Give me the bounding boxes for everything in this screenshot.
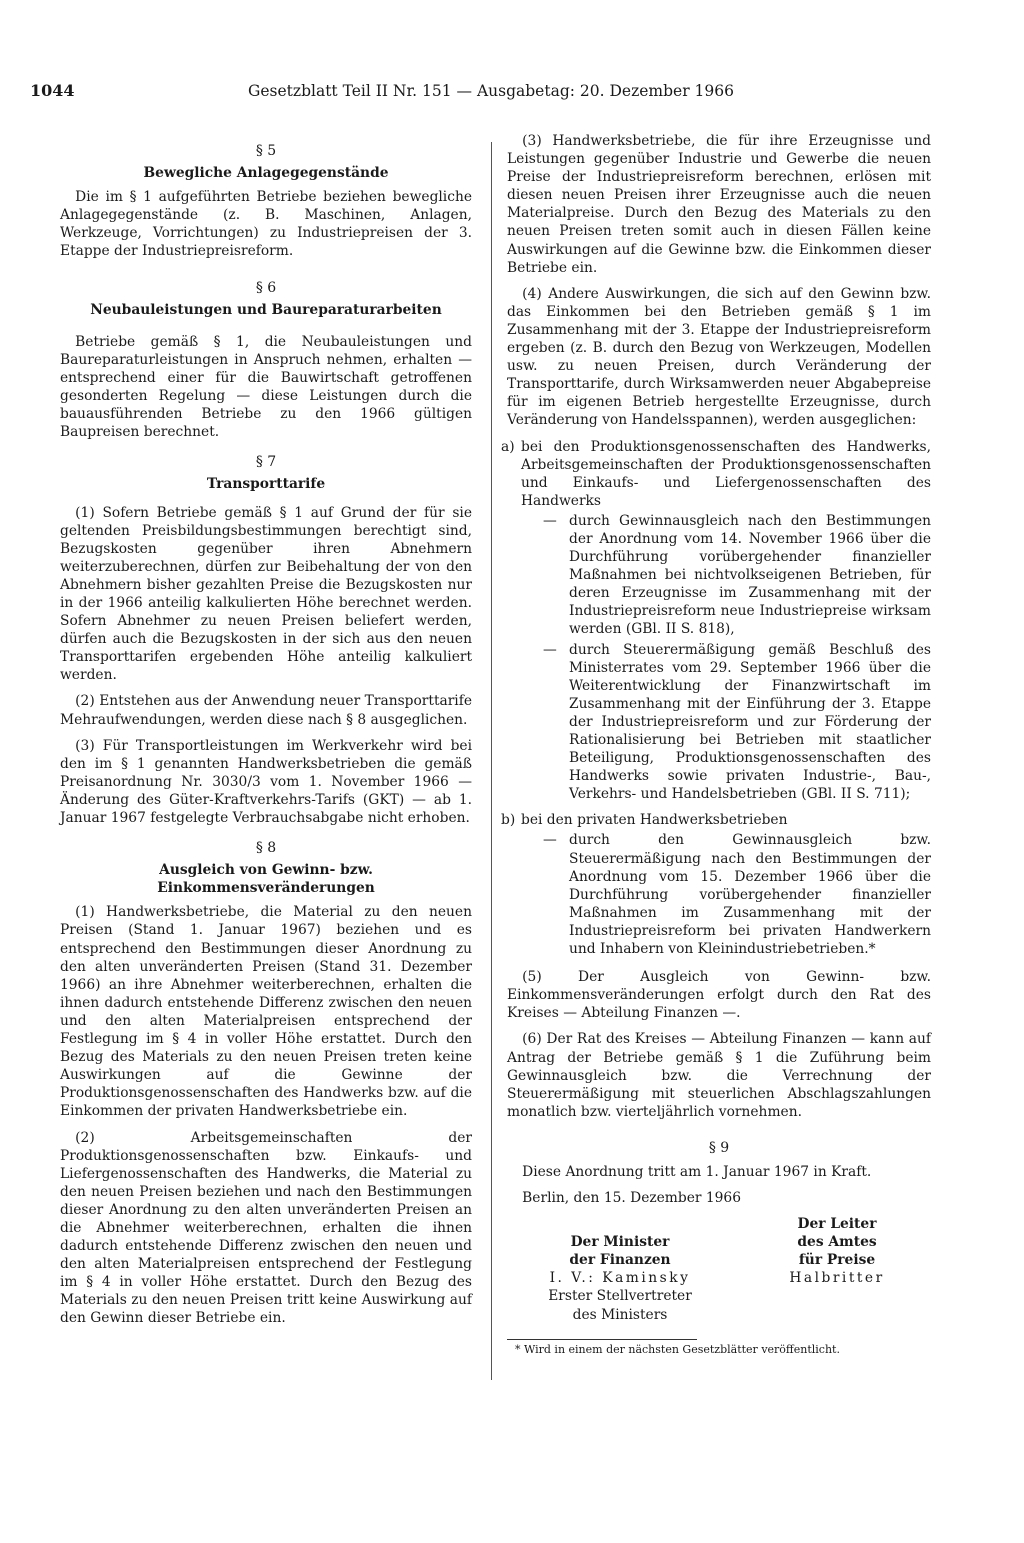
paragraph: Die im § 1 aufgeführten Betriebe beziehen bewegliche Anlagegegenstände (z. B. Maschinen, Anlagen, Werkzeuge, Vorrichtungen) zu Industriepreisen der 3. Etappe der Industriepreisreform. (60, 189, 472, 260)
list-text: bei den Produktionsgenossenschaften des Handwerks, Arbeitsgemeinschaften der Produktionsgenossenschaften und Einkaufs- und Liefergenossenschaften des Handwerks (521, 438, 931, 509)
list-text: bei den privaten Handwerksbetrieben (521, 812, 788, 829)
place-date: Berlin, den 15. Dezember 1966 (522, 1190, 741, 1207)
signature-line: des Ministers (572, 1306, 668, 1323)
signature-line: des Amtes (797, 1234, 877, 1251)
section-title: Transporttarife (206, 476, 326, 493)
section-number: § 8 (255, 840, 277, 857)
signature-block (507, 1215, 931, 1333)
dash-text: durch Gewinnausgleich nach den Bestimmungen der Anordnung vom 14. November 1966 über die Durchführung vorübergehender finanzieller Maßnahmen bei nichtvolkseigenen Betrieben, für deren Erzeugnisse im Zusammenhang mit der Industriepreisreform neue Industriepreise wirksam werden (GBl. II S. 818), (569, 512, 931, 638)
signature-line: der Finanzen (569, 1252, 671, 1269)
section-number: § 6 (255, 279, 277, 296)
dash-item (543, 831, 931, 958)
signatory-name: Halbritter (789, 1270, 885, 1287)
signatory-name: I. V.: Kaminsky (549, 1270, 691, 1287)
paragraph: Betriebe gemäß § 1, die Neubauleistungen und Baureparaturleistungen in Anspruch nehmen, erhalten — entsprechend einer für die Bauwirtschaft getroffenen gesonderten Regelung — diese Leistungen durch die bauausführenden Betriebe zu den 1966 gültigen Baupreisen berechnet. (60, 333, 472, 441)
paragraph: (3) Handwerksbetriebe, die für ihre Erzeugnisse und Leistungen gegenüber Industrie und Gewerbe die neuen Preise der Industriepreisreform berechnen, erlösen mit diesen neuen Preisen ihrer Erzeugnisse auch die neuen Materialpreise. Durch den Bezug des Materials zu den neuen Preisen treten somit auch in diesen Fällen keine Auswirkungen auf die Gewinne bzw. die Einkommen dieser Betriebe ein. (507, 133, 931, 276)
section-title-line-2: Einkommensveränderungen (157, 880, 375, 897)
left-column (60, 132, 472, 1336)
paragraph: (1) Sofern Betriebe gemäß § 1 auf Grund der für sie geltenden Preisbildungsbestimmungen berechtigt sind, Bezugskosten gegenüber ihren Abnehmern weiterzuberechnen, dürfen zur Beibehaltung der von den Abnehmern bisher gezahlten Preise die Bezugskosten nur in der 1966 anteilig kalkulierten Höhe berechnet werden. Sofern Abnehmer zu neuen Preisen beliefert werden, dürfen auch die Bezugskosten in der sich aus den neuen Transporttarifen ergebenden Höhe anteilig kalkuliert werden. (60, 504, 472, 684)
dash-mark: — (543, 641, 557, 658)
footnote-rule (507, 1339, 697, 1340)
list-item-a (501, 438, 931, 510)
signature-line: für Preise (798, 1252, 876, 1269)
dash-text: durch den Gewinnausgleich bzw. Steuerermäßigung nach den Bestimmungen der Anordnung vom 15. Dezember 1966 über die Durchführung vorübergehender finanzieller Maßnahmen im Zusammenhang mit der Industriepreisreform bei privaten Handwerkern und Inhabern von Kleinindustriebetrieben.* (569, 832, 931, 958)
paragraph: Diese Anordnung tritt am 1. Januar 1967 in Kraft. (522, 1163, 872, 1180)
paragraph: (1) Handwerksbetriebe, die Material zu den neuen Preisen (Stand 1. Januar 1967) beziehen und es entsprechend den Bestimmungen dieser Anordnung zu den alten unveränderten Preisen (Stand 31. Dezember 1966) an ihre Abnehmer weiterberechnen, erhalten die ihnen dadurch entstehende Differenz zwischen den neuen und den alten Materialpreisen entsprechend der Festlegung im § 4 in voller Höhe erstattet. Durch den Bezug des Materials zu den neuen Preisen treten keine Auswirkungen auf die Gewinne der Produktionsgenossenschaften des Handwerks bzw. auf die Einkommen der privaten Handwerksbetriebe ein. (60, 904, 472, 1120)
page-number: 1044 (30, 81, 75, 100)
right-column (501, 132, 931, 1357)
list-label: a) (501, 438, 515, 455)
footnote: * Wird in einem der nächsten Gesetzblätter veröffentlicht. (515, 1343, 840, 1357)
signature-line: Der Leiter (797, 1216, 877, 1233)
header-title: Gesetzblatt Teil II Nr. 151 — Ausgabetag: 20. Dezember 1966 (248, 82, 734, 100)
section-title-line-1: Ausgleich von Gewinn- bzw. (159, 862, 373, 879)
section-title: Bewegliche Anlagegegenstände (143, 165, 389, 182)
section-5-heading (60, 142, 472, 182)
paragraph: (2) Arbeitsgemeinschaften der Produktionsgenossenschaften bzw. Einkaufs- und Liefergenossenschaften des Handwerks, die Material zu den neuen Preisen beziehen und nach den Bestimmungen dieser Anordnung zu den alten unveränderten Preisen an die Abnehmer weiterberechnen, erhalten die ihnen dadurch entstehende Differenz zwischen den neuen und den alten Materialpreisen entsprechend der Festlegung im § 4 in voller Höhe erstattet. Durch den Bezug des Materials zu den neuen Preisen tritt keine Auswirkung auf den Gewinn dieser Betriebe ein. (60, 1129, 472, 1327)
page-header (30, 78, 970, 104)
paragraph: (5) Der Ausgleich von Gewinn- bzw. Einkommensveränderungen erfolgt durch den Rat des Kreises — Abteilung Finanzen —. (507, 969, 931, 1022)
paragraph: (4) Andere Auswirkungen, die sich auf den Gewinn bzw. das Einkommen bei den Betrieben gemäß § 1 im Zusammenhang mit der 3. Etappe der Industriepreisreform ergeben (z. B. durch den Bezug von Werkzeugen, Modellen usw. zu neuen Preisen, durch Veränderung der Transporttarife, durch Wirksamwerden neuer Abgabepreise für im eigenen Betrieb hergestellte Erzeugnisse, durch Veränderung von Handelsspannen), werden ausgeglichen: (507, 285, 931, 429)
list-item-b (501, 811, 931, 829)
paragraph: (2) Entstehen aus der Anwendung neuer Transporttarife Mehraufwendungen, werden diese nach § 8 ausgeglichen. (60, 693, 472, 728)
signature-minister (525, 1233, 715, 1323)
section-title: Neubauleistungen und Baureparaturarbeiten (90, 301, 442, 318)
dash-item (543, 641, 931, 804)
section-number: § 7 (255, 454, 277, 471)
signature-line: Der Minister (570, 1234, 670, 1251)
signature-price-office (752, 1215, 922, 1287)
section-7-heading (60, 453, 472, 493)
column-divider (491, 142, 492, 1380)
dash-text: durch Steuerermäßigung gemäß Beschluß des Ministerrates vom 29. September 1966 über die Weiterentwicklung der Finanzwirtschaft im Zusammenhang mit der Einführung der 3. Etappe der Industriepreisreform und zur Förderung der Rationalisierung bei Betrieben mit staatlicher Beteiligung, Produktionsgenossenschaften des Handwerks sowie privaten Industrie-, Bau-, Verkehrs- und Handelsbetrieben (GBl. II S. 711); (569, 641, 931, 803)
section-9-heading (507, 1139, 931, 1157)
paragraph: (6) Der Rat des Kreises — Abteilung Finanzen — kann auf Antrag der Betriebe gemäß § 1 die Zuführung beim Gewinnausgleich bzw. die Verrechnung der Steuerermäßigung mit steuerlichen Abschlagszahlungen monatlich bzw. vierteljährlich vornehmen. (507, 1031, 931, 1120)
section-number: § 5 (255, 143, 277, 159)
list-label: b) (501, 812, 516, 829)
section-number: § 9 (708, 1139, 730, 1156)
dash-mark: — (543, 512, 557, 529)
section-8-heading (60, 839, 472, 897)
paragraph: (3) Für Transportleistungen im Werkverkehr wird bei den im § 1 genannten Handwerksbetrieben die gemäß Preisanordnung Nr. 3030/3 vom 1. November 1966 — Änderung des Güter-Kraftverkehrs-Tarifs (GKT) — ab 1. Januar 1967 festgelegte Verbrauchsabgabe nicht erhoben. (60, 737, 472, 826)
dash-mark: — (543, 832, 557, 849)
dash-item (543, 512, 931, 639)
section-6-heading (60, 279, 472, 319)
signature-line: Erster Stellvertreter (548, 1288, 692, 1305)
